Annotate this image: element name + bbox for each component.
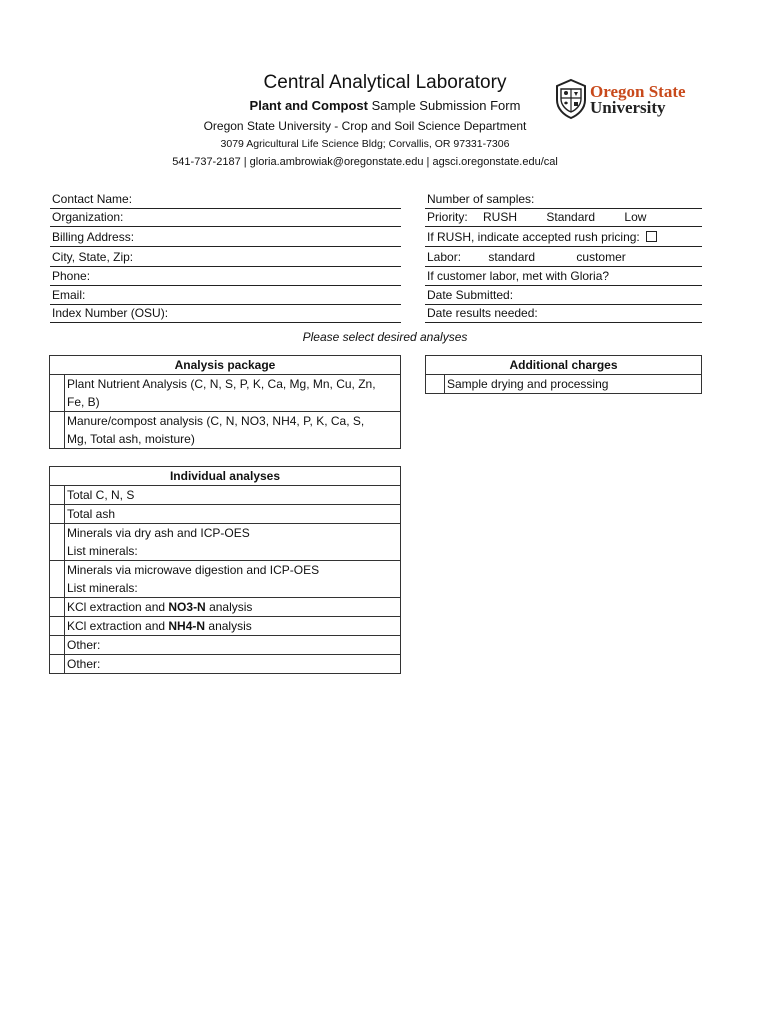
analysis-checkbox-other-1[interactable] — [50, 636, 65, 655]
customer-labor-field[interactable]: If customer labor, met with Gloria? — [425, 268, 702, 286]
table-row — [50, 505, 401, 524]
labor-option-standard[interactable]: standard — [488, 250, 536, 264]
number-of-samples-field[interactable]: Number of samples: — [425, 191, 702, 209]
organization-field[interactable]: Organization: — [50, 209, 401, 227]
table-row — [50, 561, 401, 598]
analysis-checkbox-kcl-no3[interactable] — [50, 598, 65, 617]
labor-label: Labor: — [427, 250, 462, 264]
billing-address-field[interactable]: Billing Address: — [50, 229, 401, 247]
department-line: Oregon State University - Crop and Soil Science Department — [203, 119, 527, 133]
package-manure-compost — [65, 412, 401, 449]
table-row — [426, 375, 702, 394]
logo-line-1: Oregon State — [590, 82, 686, 101]
package-checkbox-plant[interactable] — [50, 375, 65, 412]
email-field[interactable]: Email: — [50, 287, 401, 305]
analysis-kcl-nh4 — [65, 617, 401, 636]
table-row — [50, 412, 401, 449]
package-plant-line2: Fe, B) — [67, 395, 100, 409]
table-row — [50, 617, 401, 636]
analysis-checkbox-other-2[interactable] — [50, 655, 65, 674]
individual-analyses-header: Individual analyses — [50, 467, 401, 486]
table-row — [50, 375, 401, 412]
individual-analyses-table — [49, 466, 401, 674]
priority-label: Priority: — [427, 210, 468, 224]
contact-line: 541-737-2187 | gloria.ambrowiak@oregonstate.edu | agsci.oregonstate.edu/cal — [172, 156, 558, 168]
analysis-other-2[interactable]: Other: — [65, 655, 401, 674]
priority-option-standard[interactable]: Standard — [546, 210, 596, 224]
labor-field[interactable] — [425, 249, 702, 267]
analysis-package-table — [49, 355, 401, 449]
form-title-rest: Sample Submission Form — [368, 98, 521, 113]
analysis-package-header: Analysis package — [50, 356, 401, 375]
logo-line-2: University — [590, 98, 666, 117]
form-title-bold: Plant and Compost — [249, 98, 368, 113]
analysis-checkbox-dry-ash[interactable] — [50, 524, 65, 561]
analysis-checkbox-total-ash[interactable] — [50, 505, 65, 524]
select-analyses-hint: Please select desired analyses — [302, 330, 468, 344]
lab-title: Central Analytical Laboratory — [263, 72, 507, 93]
contact-name-field[interactable]: Contact Name: — [50, 191, 401, 209]
priority-option-low[interactable]: Low — [624, 210, 647, 224]
osu-seal-icon — [554, 78, 588, 120]
kcl-nh4-suffix: analysis — [205, 619, 252, 633]
labor-option-customer[interactable]: customer — [576, 250, 626, 264]
package-checkbox-manure[interactable] — [50, 412, 65, 449]
charge-sample-drying: Sample drying and processing — [445, 375, 702, 394]
priority-field[interactable] — [425, 209, 702, 227]
priority-option-rush[interactable]: RUSH — [483, 210, 518, 224]
kcl-nh4-prefix: KCl extraction and — [67, 619, 169, 633]
analysis-checkbox-kcl-nh4[interactable] — [50, 617, 65, 636]
city-state-zip-field[interactable]: City, State, Zip: — [50, 249, 401, 267]
package-manure-line2: Mg, Total ash, moisture) — [67, 432, 195, 446]
analysis-other-1[interactable]: Other: — [65, 636, 401, 655]
index-number-field[interactable]: Index Number (OSU): — [50, 305, 401, 323]
package-plant-line1: Plant Nutrient Analysis (C, N, S, P, K, Ca, Mg, Mn, Cu, Zn, — [67, 377, 376, 391]
rush-pricing-label: If RUSH, indicate accepted rush pricing: — [427, 230, 640, 244]
analysis-dry-ash — [65, 524, 401, 561]
table-row — [50, 486, 401, 505]
kcl-no3-prefix: KCl extraction and — [67, 600, 169, 614]
analysis-total-ash: Total ash — [65, 505, 401, 524]
additional-charges-header: Additional charges — [426, 356, 702, 375]
table-row — [50, 636, 401, 655]
package-manure-line1: Manure/compost analysis (C, N, NO3, NH4, P, K, Ca, S, — [67, 414, 365, 428]
rush-pricing-checkbox[interactable] — [646, 231, 657, 242]
dry-ash-list-minerals[interactable]: List minerals: — [67, 544, 138, 558]
additional-charges-table — [425, 355, 702, 394]
kcl-no3-suffix: analysis — [205, 600, 253, 614]
analysis-microwave — [65, 561, 401, 598]
analysis-kcl-no3 — [65, 598, 401, 617]
address-line: 3079 Agricultural Life Science Bldg; Corvallis, OR 97331-7306 — [220, 138, 510, 150]
phone-field[interactable]: Phone: — [50, 268, 401, 286]
dry-ash-label: Minerals via dry ash and ICP-OES — [67, 526, 250, 540]
analysis-checkbox-microwave[interactable] — [50, 561, 65, 598]
table-row — [50, 524, 401, 561]
microwave-list-minerals[interactable]: List minerals: — [67, 581, 138, 595]
microwave-label: Minerals via microwave digestion and ICP-OES — [67, 563, 320, 577]
table-row — [50, 655, 401, 674]
osu-logo — [554, 78, 694, 122]
analysis-checkbox-total-cns[interactable] — [50, 486, 65, 505]
date-submitted-field[interactable]: Date Submitted: — [425, 287, 702, 305]
kcl-nh4-analyte: NH4-N — [168, 619, 206, 633]
table-row — [50, 598, 401, 617]
kcl-no3-analyte: NO3-N — [168, 600, 206, 614]
date-needed-field[interactable]: Date results needed: — [425, 305, 702, 323]
analysis-total-cns: Total C, N, S — [65, 486, 401, 505]
package-plant-nutrient — [65, 375, 401, 412]
charge-checkbox-drying[interactable] — [426, 375, 445, 394]
rush-pricing-field — [425, 229, 702, 247]
